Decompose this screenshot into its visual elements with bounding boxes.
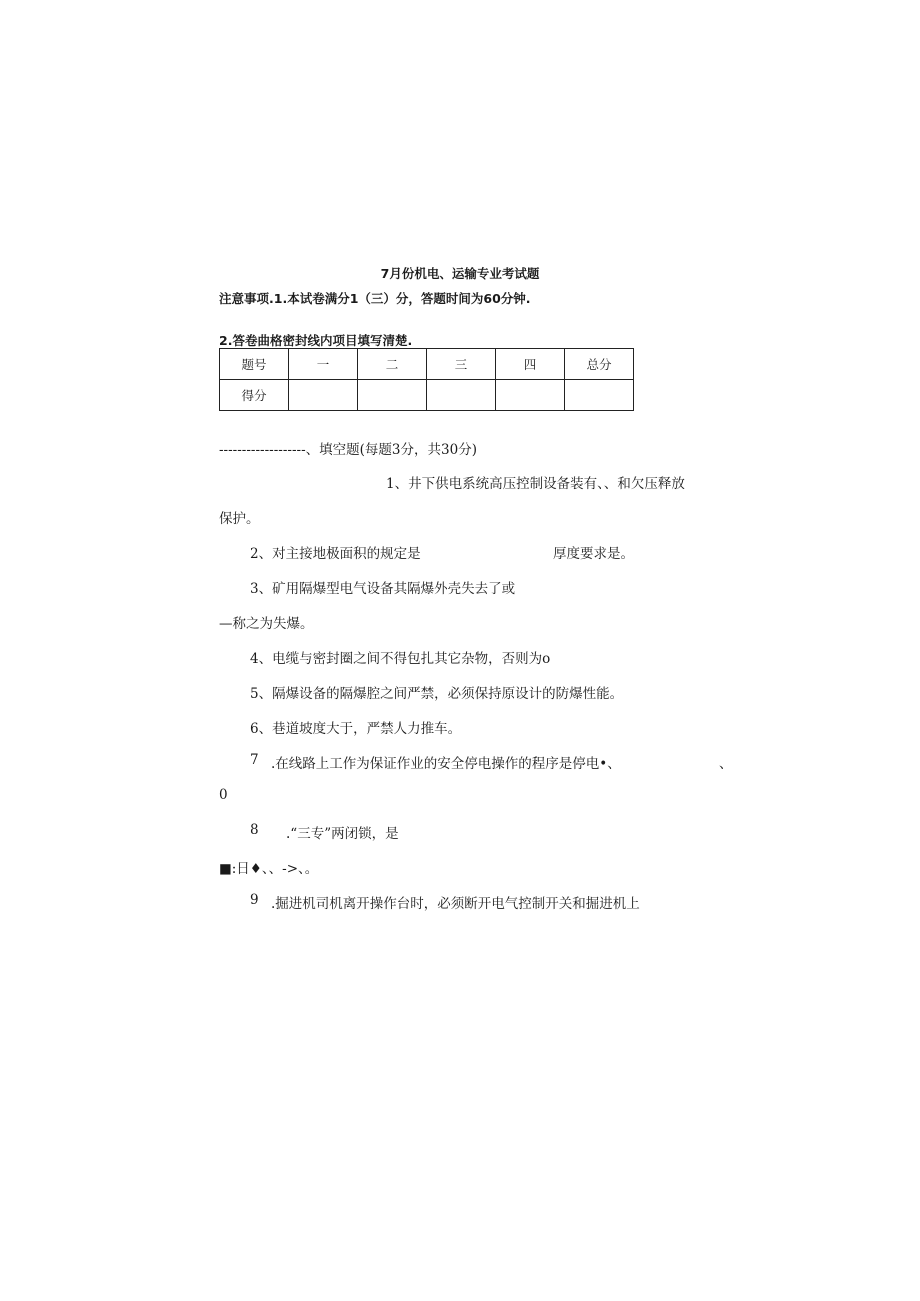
question-8-cont: ■:日♦、、->、。: [219, 861, 319, 877]
question-2: 2、对主接地极面积的规定是: [250, 546, 421, 562]
exam-title: 7月份机电、运输专业考试题: [380, 266, 540, 281]
question-6: 6、巷道坡度大于，严禁人力推车。: [250, 721, 462, 737]
score-header-cell: 二: [358, 349, 427, 380]
question-9-number: 9: [250, 892, 259, 908]
score-row-label: 得分: [220, 380, 289, 411]
question-4: 4、电缆与密封圈之间不得包扎其它杂物，否则为o: [250, 651, 551, 667]
question-7-cont: 0: [219, 787, 228, 803]
question-1: 1、井下供电系统高压控制设备装有、、和欠压释放: [386, 476, 685, 492]
question-3: 3、矿用隔爆型电气设备其隔爆外壳失去了或: [250, 581, 516, 597]
score-header-cell: 总分: [565, 349, 634, 380]
exam-note-1: 注意事项.1.本试卷满分1（三）分，答题时间为60分钟.: [219, 291, 531, 306]
section-heading: -------------------、填空题(每题3分，共30分): [219, 442, 477, 458]
question-9: .掘进机司机离开操作台时，必须断开电气控制开关和掘进机上: [271, 896, 640, 912]
score-table-header-row: [220, 349, 634, 380]
score-header-cell: 三: [427, 349, 496, 380]
question-5: 5、隔爆设备的隔爆腔之间严禁，必须保持原设计的防爆性能。: [250, 686, 624, 702]
score-cell[interactable]: [496, 380, 565, 411]
question-7-number: 7: [250, 752, 259, 768]
question-2-cont: 厚度要求是。: [553, 546, 634, 562]
score-table-row: [220, 380, 634, 411]
score-header-cell: 四: [496, 349, 565, 380]
question-8: .“三专”两闭锁，是: [286, 826, 399, 842]
question-7: .在线路上工作为保证作业的安全停电操作的程序是停电•、: [271, 756, 621, 772]
score-cell[interactable]: [358, 380, 427, 411]
question-7-end: 、: [719, 756, 733, 772]
score-header-cell: 一: [289, 349, 358, 380]
score-header-cell: 题号: [220, 349, 289, 380]
score-cell[interactable]: [289, 380, 358, 411]
exam-note-2: 2.答卷曲格密封线内项目填写清楚.: [219, 333, 413, 348]
question-1-cont: 保护。: [219, 511, 260, 527]
score-table: [219, 348, 634, 411]
score-cell[interactable]: [565, 380, 634, 411]
question-3-cont: —称之为失爆。: [219, 616, 314, 632]
score-cell[interactable]: [427, 380, 496, 411]
question-8-number: 8: [250, 822, 259, 838]
